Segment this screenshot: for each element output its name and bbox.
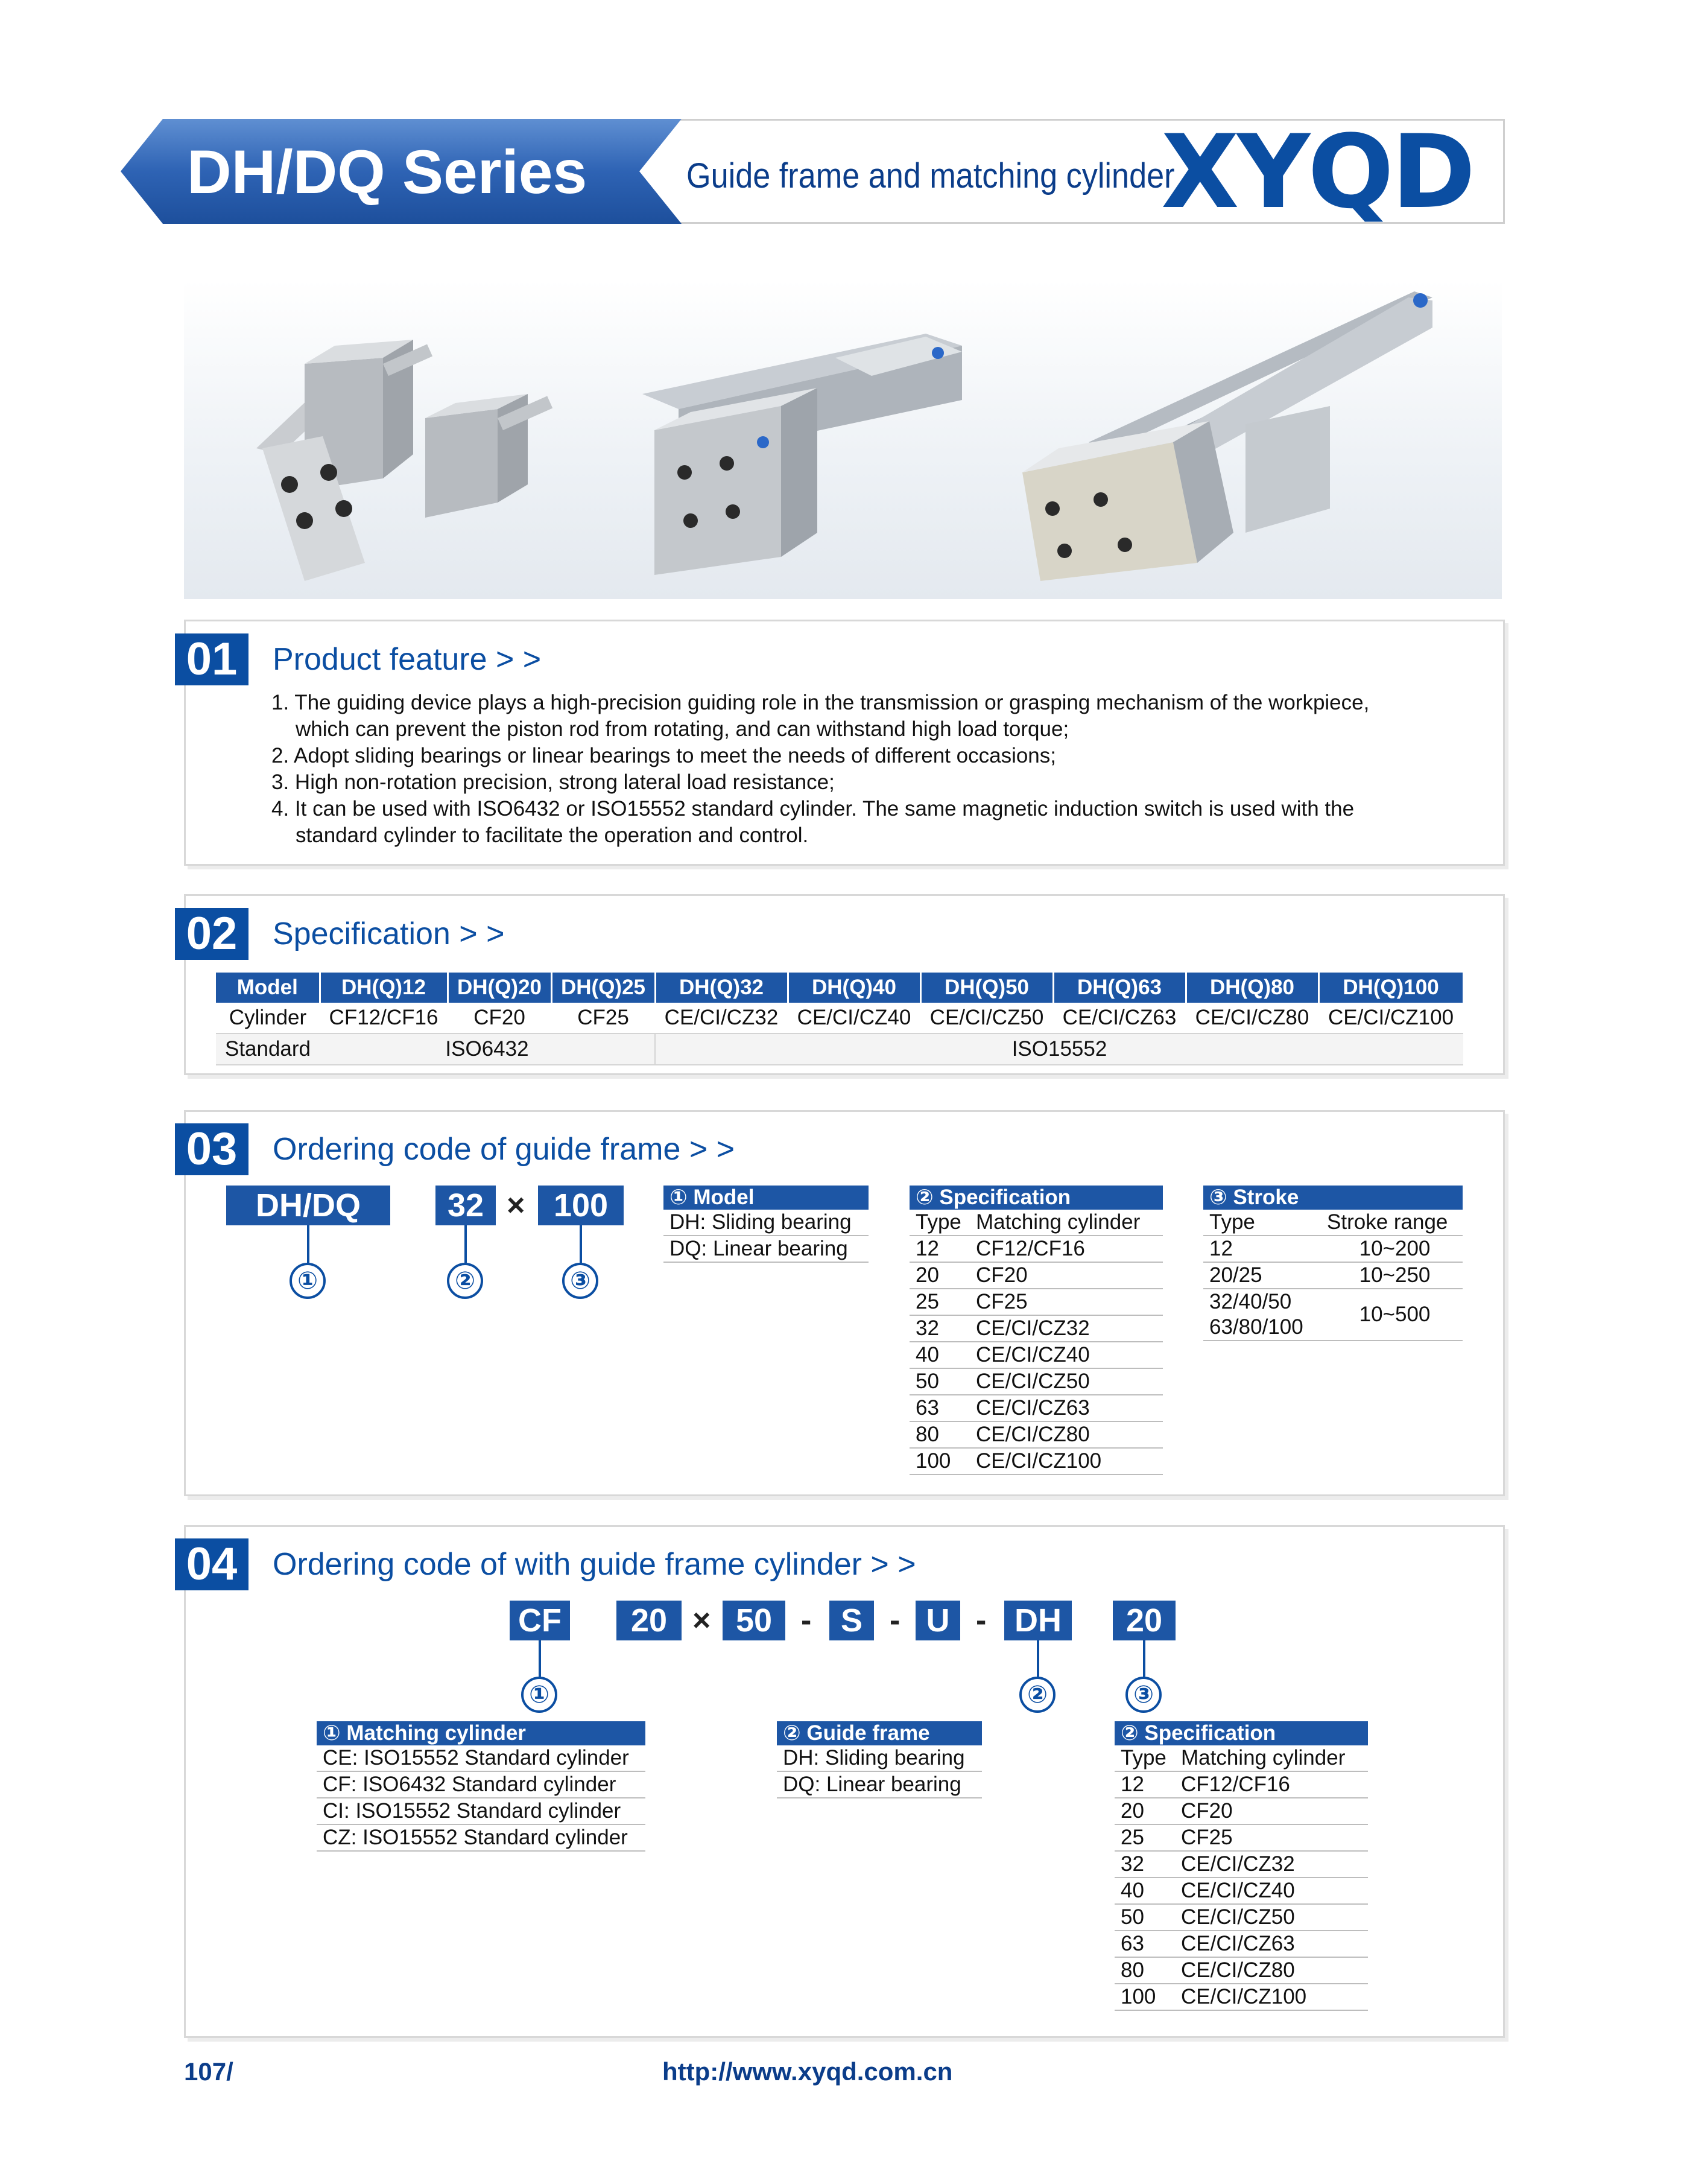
spec-cylinder-row bbox=[216, 1003, 1463, 1033]
section-title: Ordering code of guide frame > > bbox=[273, 1132, 735, 1167]
table-col-header: Matching cylinder bbox=[970, 1210, 1163, 1236]
table-cell: 100 bbox=[1115, 1984, 1175, 2010]
table-cell: CE/CI/CZ50 bbox=[970, 1368, 1163, 1395]
spec-header-row bbox=[216, 973, 1463, 1003]
spec-cell: CE/CI/CZ100 bbox=[1318, 1003, 1463, 1033]
feature-line: 2. Adopt sliding bearings or linear bearings to meet the needs of different occasions; bbox=[271, 744, 1056, 767]
table-cell: 10~250 bbox=[1321, 1262, 1463, 1289]
table-title: ② Specification bbox=[910, 1186, 1163, 1210]
guide-frame-image-2 bbox=[642, 334, 962, 575]
guide-frame-image-3 bbox=[1022, 291, 1432, 581]
table-cell: CE/CI/CZ32 bbox=[970, 1315, 1163, 1342]
table-cell: CE/CI/CZ80 bbox=[970, 1421, 1163, 1448]
code-option-box: U bbox=[916, 1601, 960, 1640]
table-cell: DQ: Linear bearing bbox=[777, 1771, 982, 1798]
spec-header-cell: DH(Q)32 bbox=[655, 973, 788, 1003]
spec-cell: ISO15552 bbox=[655, 1033, 1463, 1065]
spec-standard-row bbox=[216, 1033, 1463, 1065]
code-stroke-box: 100 bbox=[538, 1186, 624, 1225]
table-cell: 20/25 bbox=[1203, 1262, 1321, 1289]
table-col-header: Type bbox=[1203, 1210, 1321, 1236]
table-cell: CE/CI/CZ63 bbox=[1175, 1931, 1368, 1957]
brand-logo: XYQD bbox=[1161, 113, 1473, 231]
section-title: Specification > > bbox=[273, 916, 505, 951]
circle-marker-1: ① bbox=[290, 1263, 326, 1299]
table-cell: CE/CI/CZ50 bbox=[1175, 1904, 1368, 1931]
feature-line: 4. It can be used with ISO6432 or ISO15552 standard cylinder. The same magnetic induction switch is used with the bbox=[271, 797, 1355, 821]
table-cell: 80 bbox=[910, 1421, 970, 1448]
dash-symbol: - bbox=[976, 1603, 987, 1638]
table-title: ③ Stroke bbox=[1203, 1186, 1463, 1210]
table-cell: DH: Sliding bearing bbox=[777, 1745, 982, 1771]
table-cell: CE: ISO15552 Standard cylinder bbox=[317, 1745, 645, 1771]
section-title: Ordering code of with guide frame cylinder > > bbox=[273, 1547, 916, 1582]
table-cell: 63 bbox=[1115, 1931, 1175, 1957]
model-table bbox=[663, 1186, 869, 1263]
section-number: 01 bbox=[175, 633, 248, 685]
code-bore-box: 20 bbox=[616, 1601, 682, 1640]
table-cell: CE/CI/CZ63 bbox=[970, 1395, 1163, 1421]
section-number: 03 bbox=[175, 1123, 248, 1175]
guide-frame-table bbox=[777, 1721, 982, 1798]
guide-frame-image-1 bbox=[256, 340, 552, 581]
spec-header-cell: DH(Q)12 bbox=[320, 973, 448, 1003]
feature-line: which can prevent the piston rod from rotating, and can withstand high load torque; bbox=[296, 717, 1069, 741]
code-stroke-box: 50 bbox=[723, 1601, 785, 1640]
table-cell: CE/CI/CZ32 bbox=[1175, 1851, 1368, 1878]
table-cell: DQ: Linear bearing bbox=[663, 1236, 869, 1262]
table-cell: 32 bbox=[1115, 1851, 1175, 1878]
connector-line bbox=[580, 1225, 582, 1263]
table-title: ① Model bbox=[663, 1186, 869, 1210]
connector-line bbox=[539, 1640, 541, 1677]
table-cell: CF12/CF16 bbox=[970, 1236, 1163, 1262]
connector-line bbox=[1143, 1640, 1145, 1677]
table-cell: 80 bbox=[1115, 1957, 1175, 1984]
feature-line: 1. The guiding device plays a high-precision guiding role in the transmission or grasping mechanism of the workpiece, bbox=[271, 691, 1370, 714]
table-cell: CF25 bbox=[970, 1289, 1163, 1315]
code-option-box: S bbox=[829, 1601, 874, 1640]
section-number: 02 bbox=[175, 908, 248, 960]
feature-list bbox=[271, 690, 1472, 849]
table-col-header: Type bbox=[1115, 1745, 1175, 1771]
table-cell: CF20 bbox=[1175, 1798, 1368, 1824]
table-col-header: Type bbox=[910, 1210, 970, 1236]
spec-cell: CE/CI/CZ63 bbox=[1053, 1003, 1186, 1033]
times-symbol: × bbox=[507, 1188, 525, 1223]
dash-symbol: - bbox=[801, 1603, 812, 1638]
matching-cylinder-table bbox=[317, 1721, 645, 1852]
spec-cell: CF25 bbox=[551, 1003, 655, 1033]
spec-cell: CE/CI/CZ80 bbox=[1186, 1003, 1318, 1033]
table-cell: 32 bbox=[910, 1315, 970, 1342]
feature-line: standard cylinder to facilitate the operation and control. bbox=[296, 824, 809, 847]
spec-header-cell: DH(Q)20 bbox=[448, 973, 551, 1003]
spec-header-cell: DH(Q)50 bbox=[920, 973, 1053, 1003]
series-title: DH/DQ Series bbox=[187, 138, 587, 206]
spec-cell: CF12/CF16 bbox=[320, 1003, 448, 1033]
product-photo bbox=[184, 279, 1502, 599]
code-model-box: DH/DQ bbox=[226, 1186, 390, 1225]
table-title: ① Matching cylinder bbox=[317, 1721, 645, 1745]
table-cell: CF25 bbox=[1175, 1824, 1368, 1851]
spec-cell: CF20 bbox=[448, 1003, 551, 1033]
table-cell: 40 bbox=[910, 1342, 970, 1368]
table-cell: CE/CI/CZ100 bbox=[970, 1448, 1163, 1475]
specification-code-table bbox=[910, 1186, 1163, 1475]
connector-line bbox=[1037, 1640, 1039, 1677]
spec-header-cell: DH(Q)40 bbox=[788, 973, 920, 1003]
table-cell: 50 bbox=[1115, 1904, 1175, 1931]
spec-header-cell: Model bbox=[216, 973, 320, 1003]
table-cell: 63/80/100 bbox=[1203, 1315, 1321, 1341]
table-cell: 40 bbox=[1115, 1878, 1175, 1904]
table-cell: 10~500 bbox=[1321, 1289, 1463, 1341]
times-symbol: × bbox=[692, 1603, 711, 1638]
table-cell: CE/CI/CZ40 bbox=[1175, 1878, 1368, 1904]
table-cell: CF20 bbox=[970, 1262, 1163, 1289]
table-cell: 100 bbox=[910, 1448, 970, 1475]
circle-marker-1: ① bbox=[521, 1677, 557, 1713]
spec-cell: CE/CI/CZ50 bbox=[920, 1003, 1053, 1033]
table-cell: CZ: ISO15552 Standard cylinder bbox=[317, 1824, 645, 1851]
table-cell: 10~200 bbox=[1321, 1236, 1463, 1262]
spec-header-cell: DH(Q)25 bbox=[551, 973, 655, 1003]
spec-cell: CE/CI/CZ40 bbox=[788, 1003, 920, 1033]
table-cell: DH: Sliding bearing bbox=[663, 1210, 869, 1236]
spec-cell: CE/CI/CZ32 bbox=[655, 1003, 788, 1033]
table-cell: 25 bbox=[910, 1289, 970, 1315]
table-cell: 25 bbox=[1115, 1824, 1175, 1851]
code-cylinder-box: CF bbox=[510, 1601, 570, 1640]
spec-header-cell: DH(Q)63 bbox=[1053, 973, 1186, 1003]
code-guide-box: DH bbox=[1004, 1601, 1072, 1640]
table-cell: 12 bbox=[910, 1236, 970, 1262]
circle-marker-3: ③ bbox=[562, 1263, 598, 1299]
circle-marker-2: ② bbox=[447, 1263, 483, 1299]
table-cell: CF: ISO6432 Standard cylinder bbox=[317, 1771, 645, 1798]
specification-code-table bbox=[1115, 1721, 1368, 2011]
table-cell: CE/CI/CZ80 bbox=[1175, 1957, 1368, 1984]
table-cell: 50 bbox=[910, 1368, 970, 1395]
code-spec-box: 20 bbox=[1113, 1601, 1176, 1640]
table-cell: 32/40/50 bbox=[1209, 1290, 1292, 1313]
dash-symbol: - bbox=[890, 1603, 900, 1638]
table-cell: CI: ISO15552 Standard cylinder bbox=[317, 1798, 645, 1824]
table-cell: 20 bbox=[1115, 1798, 1175, 1824]
spec-header-cell: DH(Q)80 bbox=[1186, 973, 1318, 1003]
section-title: Product feature > > bbox=[273, 642, 542, 677]
circle-marker-2: ② bbox=[1019, 1677, 1056, 1713]
table-title: ② Specification bbox=[1115, 1721, 1368, 1745]
table-cell: CF12/CF16 bbox=[1175, 1771, 1368, 1798]
spec-cell: Standard bbox=[216, 1033, 320, 1065]
connector-line bbox=[307, 1225, 309, 1263]
section-number: 04 bbox=[175, 1538, 248, 1590]
feature-line: 3. High non-rotation precision, strong lateral load resistance; bbox=[271, 770, 835, 794]
spec-cell: ISO6432 bbox=[320, 1033, 655, 1065]
stroke-table bbox=[1203, 1186, 1463, 1341]
spec-header-cell: DH(Q)100 bbox=[1318, 973, 1463, 1003]
code-spec-box: 32 bbox=[435, 1186, 496, 1225]
table-title: ② Guide frame bbox=[777, 1721, 982, 1745]
table-cell: CE/CI/CZ40 bbox=[970, 1342, 1163, 1368]
table-col-header: Stroke range bbox=[1321, 1210, 1463, 1236]
circle-marker-3: ③ bbox=[1125, 1677, 1162, 1713]
table-cell: 63 bbox=[910, 1395, 970, 1421]
connector-line bbox=[464, 1225, 467, 1263]
table-cell: 20 bbox=[910, 1262, 970, 1289]
website-url[interactable]: http://www.xyqd.com.cn bbox=[662, 2057, 953, 2086]
table-cell: 12 bbox=[1203, 1236, 1321, 1262]
table-cell: 12 bbox=[1115, 1771, 1175, 1798]
table-col-header: Matching cylinder bbox=[1175, 1745, 1368, 1771]
table-cell: CE/CI/CZ100 bbox=[1175, 1984, 1368, 2010]
page-number: 107/ bbox=[184, 2057, 233, 2086]
spec-cell: Cylinder bbox=[216, 1003, 320, 1033]
specification-table bbox=[216, 973, 1464, 1065]
header-subtitle: Guide frame and matching cylinder bbox=[686, 156, 1175, 195]
